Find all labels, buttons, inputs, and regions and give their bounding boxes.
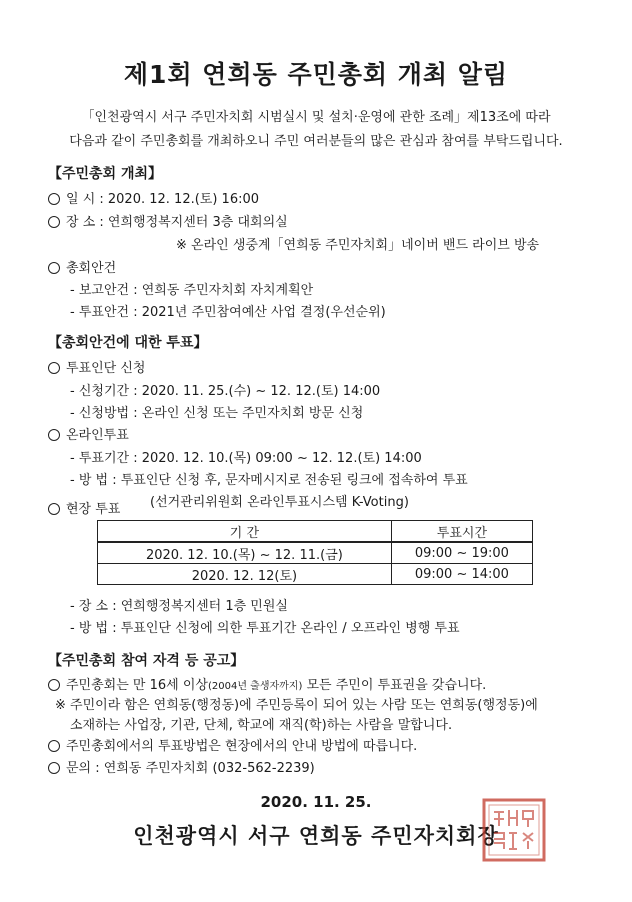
onsite-vote-venue: - 장 소 : 연희행정복지센터 1층 민원실 xyxy=(70,599,288,614)
circle-bullet-icon xyxy=(48,762,60,774)
meeting-datetime: 일 시 : 2020. 12. 12.(토) 16:00 xyxy=(48,188,259,207)
table-cell-period: 2020. 12. 12(토) xyxy=(98,564,392,585)
eligibility-note-2: 소재하는 사업장, 기관, 단체, 학교에 재직(학)하는 사람을 말합니다. xyxy=(70,718,453,733)
agenda-report: - 보고안건 : 연희동 주민자치회 자치계획안 xyxy=(70,283,314,298)
circle-bullet-icon xyxy=(48,362,60,374)
onsite-vote-table xyxy=(97,520,533,585)
intro-line-1: 「인천광역시 서구 주민자치회 시범실시 및 설치·운영에 관한 조례」제13조에 따라 xyxy=(81,110,551,125)
eligibility-note-1: ※ 주민이라 함은 연희동(행정동)에 주민등록이 되어 있는 사람 또는 연희동(행정동)에 xyxy=(55,698,538,713)
circle-bullet-icon xyxy=(48,193,60,205)
circle-bullet-icon xyxy=(48,503,60,515)
table-header-row xyxy=(98,521,533,543)
circle-bullet-icon xyxy=(48,740,60,752)
meeting-venue: 장 소 : 연희행정복지센터 3층 대회의실 xyxy=(48,211,288,230)
table-row xyxy=(98,542,533,564)
registration-period: - 신청기간 : 2020. 11. 25.(수) ~ 12. 12.(토) 14:00 xyxy=(70,384,381,399)
issuer-name: 인천광역시 서구 연희동 주민자치회장 xyxy=(133,824,499,848)
table-cell-period: 2020. 12. 10.(목) ~ 12. 11.(금) xyxy=(98,542,392,564)
online-vote-title: 온라인투표 xyxy=(48,424,129,443)
table-header-period: 기 간 xyxy=(98,521,392,543)
livestream-note: ※ 온라인 생중계「연희동 주민자치회」네이버 밴드 라이브 방송 xyxy=(176,238,540,253)
section-heading-vote: 【총회안건에 대한 투표】 xyxy=(48,335,208,351)
agenda-vote: - 투표안건 : 2021년 주민참여예산 사업 결정(우선순위) xyxy=(70,305,386,320)
agenda-title: 총회안건 xyxy=(48,257,116,276)
section-heading-meeting: 【주민총회 개최】 xyxy=(48,166,163,182)
contact-info: 문의 : 연희동 주민자치회 (032-562-2239) xyxy=(48,757,315,776)
registration-method: - 신청방법 : 온라인 신청 또는 주민자치회 방문 신청 xyxy=(70,406,364,421)
voting-method-note: 주민총회에서의 투표방법은 현장에서의 안내 방법에 따릅니다. xyxy=(48,735,417,754)
table-cell-time: 09:00 ~ 19:00 xyxy=(391,542,532,564)
intro-line-2: 다음과 같이 주민총회를 개최하오니 주민 여러분들의 많은 관심과 참여를 부탁드립니다. xyxy=(69,134,563,149)
official-seal-icon xyxy=(481,797,547,863)
circle-bullet-icon xyxy=(48,679,60,691)
voter-registration-title: 투표인단 신청 xyxy=(48,357,145,376)
section-heading-eligibility: 【주민총회 참여 자격 등 공고】 xyxy=(48,653,245,669)
onsite-vote-label: 현장 투표 xyxy=(48,498,120,517)
eligibility-line: 주민총회는 만 16세 이상(2004년 출생자까지) 모든 주민이 투표권을 갖습니다. xyxy=(48,674,486,693)
onsite-vote-method: - 방 법 : 투표인단 신청에 의한 투표기간 온라인 / 오프라인 병행 투표 xyxy=(70,621,460,636)
circle-bullet-icon xyxy=(48,216,60,228)
notice-date: 2020. 11. 25. xyxy=(260,793,372,811)
table-cell-time: 09:00 ~ 14:00 xyxy=(391,564,532,585)
circle-bullet-icon xyxy=(48,262,60,274)
online-vote-method: - 방 법 : 투표인단 신청 후, 문자메시지로 전송된 링크에 접속하여 투표 xyxy=(70,473,468,488)
online-vote-system: (선거관리위원회 온라인투표시스템 K-Voting) xyxy=(150,495,409,510)
online-vote-period: - 투표기간 : 2020. 12. 10.(목) 09:00 ~ 12. 12.(토) 14:00 xyxy=(70,451,422,466)
table-row xyxy=(98,564,533,585)
page-title: 제1회 연희동 주민총회 개최 알림 xyxy=(123,60,509,89)
table-header-time: 투표시간 xyxy=(391,521,532,543)
circle-bullet-icon xyxy=(48,429,60,441)
